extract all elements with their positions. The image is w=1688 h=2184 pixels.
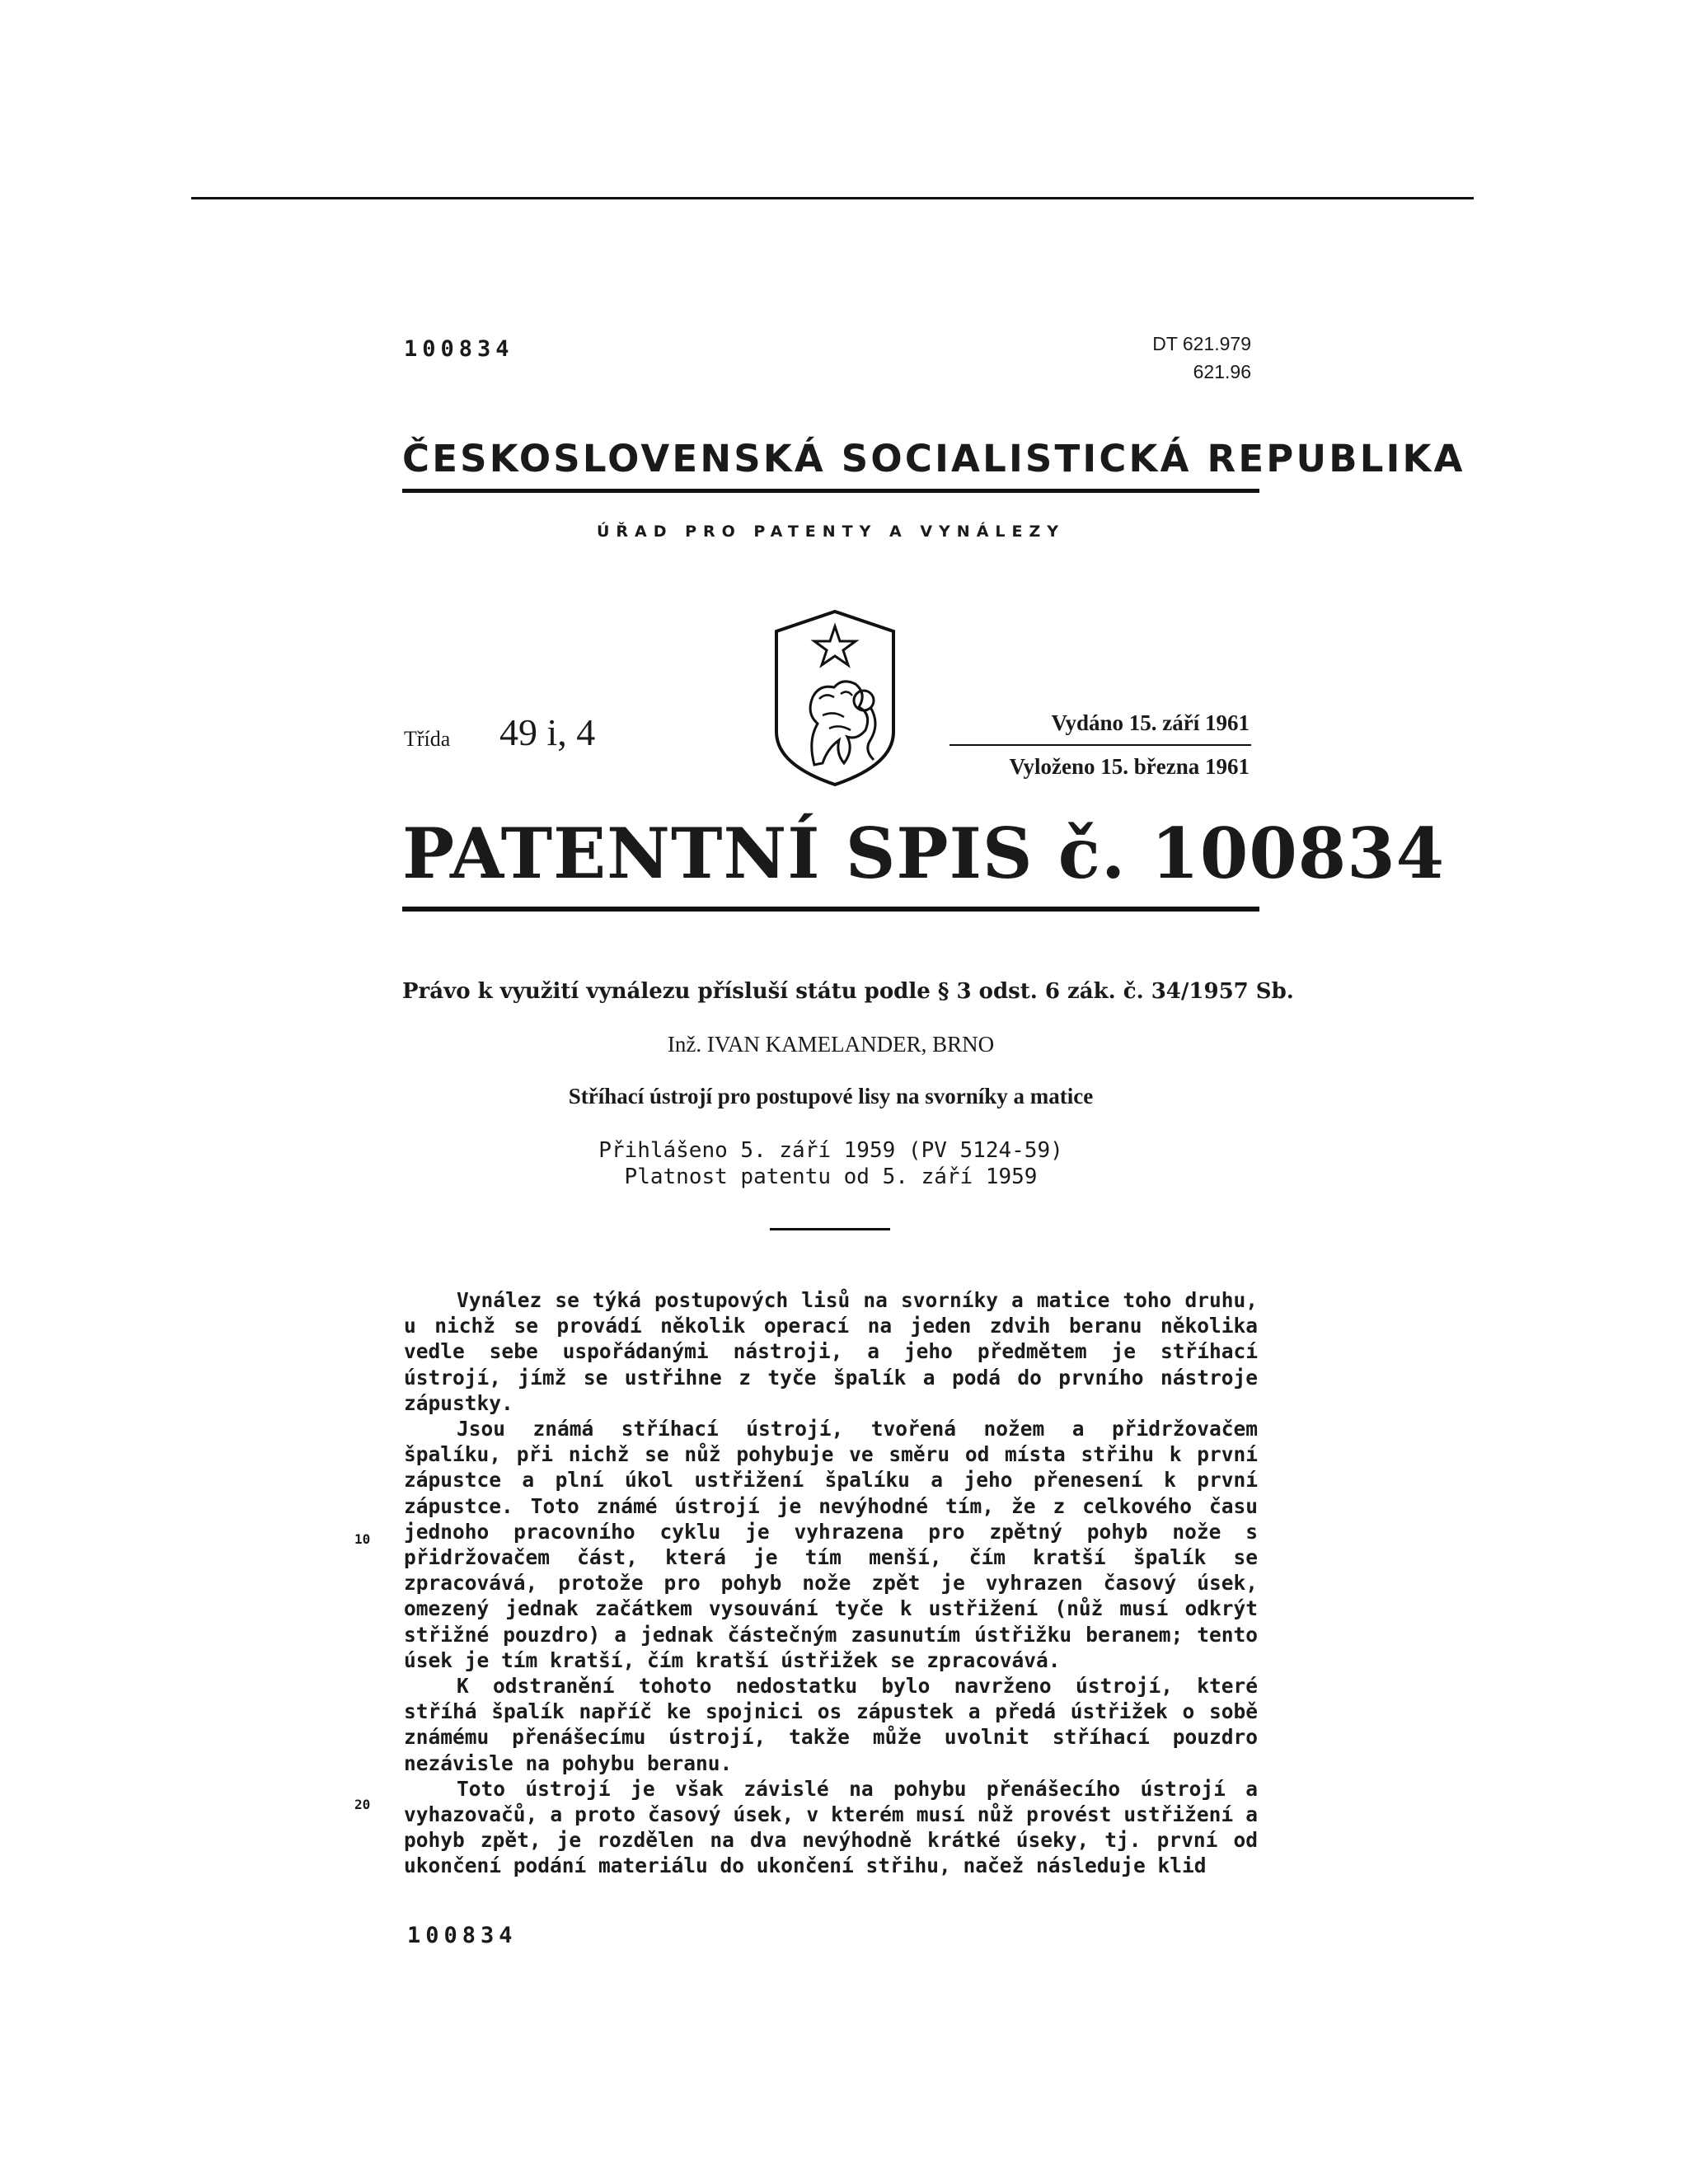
- rights-statement: Právo k využití vynálezu přísluší státu podle § 3 odst. 6 zák. č. 34/1957 Sb.: [402, 979, 1294, 1004]
- title-rule: [402, 907, 1259, 912]
- republic-heading: ČESKOSLOVENSKÁ SOCIALISTICKÁ REPUBLIKA: [402, 437, 1465, 480]
- line-number-10: 10: [354, 1531, 371, 1547]
- office-name: ÚŘAD PRO PATENTY A VYNÁLEZY: [596, 523, 1066, 541]
- heading-rule: [402, 489, 1259, 493]
- class-label: Třída: [404, 727, 451, 751]
- dt-classification: [1152, 330, 1251, 386]
- top-rule: [191, 197, 1474, 199]
- issued-date: Vydáno 15. září 1961: [1051, 710, 1250, 735]
- paragraph-2: Jsou známá stříhací ústrojí, tvořená nožem a přidržovačem špalíku, při nichž se nůž pohybuje ve směru od místa střihu k první zápustce a plní úkol ustřižení špalíku a jeho přenesení k první zápustce. Toto známé ústrojí je nevýhodné tím, že z celkového času jednoho pracovního cyklu je vyhrazena pro zpětný pohyb nože s přidržovačem část, která je tím menší, čím kratší špalík se zpracovává, protože pro pohyb nože zpět je vyhrazen časový úsek, omezený jednak začátkem vysouvání tyče k ustřižení (nůž musí odkrýt střižné pouzdro) a jednak částečným zasunutím ústřižku beranem; tento úsek je tím kratší, čím kratší ústřižek se zpracovává.: [404, 1417, 1258, 1672]
- separator: [770, 1228, 890, 1230]
- filing-info: [402, 1137, 1259, 1190]
- inventor: Inž. IVAN KAMELANDER, BRNO: [667, 1032, 995, 1057]
- document-number-top: 100834: [404, 336, 514, 362]
- paragraph-1: Vynález se týká postupových lisů na svorníky a matice toho druhu, u nichž se provádí několik operací na jeden zdvih beranu několika vedle sebe uspořádanými nástroji, a jeho předmětem je stříhací ústrojí, jímž se ustřihne z tyče špalík a podá do prvního nástroje zápustky.: [404, 1288, 1258, 1415]
- document-number-bottom: 100834: [407, 1923, 518, 1948]
- paragraph-3: K odstranění tohoto nedostatku bylo navrženo ústrojí, které stříhá špalík napříč ke spojnici os zápustek a předá ústřižek o sobě známému přenášecímu ústrojí, takže může uvolnit stříhací pouzdro nezávisle na pohybu beranu.: [404, 1674, 1258, 1775]
- dt-line-2: 621.96: [1193, 361, 1251, 382]
- body-text: [404, 1287, 1258, 1879]
- validity-date: Platnost patentu od 5. září 1959: [624, 1165, 1038, 1189]
- date-rule: [950, 744, 1251, 746]
- state-emblem-icon: [765, 608, 905, 788]
- paragraph-4: Toto ústrojí je však závislé na pohybu přenášecího ústrojí a vyhazovačů, a proto časový úsek, v kterém musí nůž provést ustřižení a pohyb zpět, je rozdělen na dva nevýhodně krátké úseky, tj. první od ukončení podání materiálu do ukončení střihu, načež následuje klid: [404, 1776, 1258, 1878]
- dt-line-1: DT 621.979: [1152, 333, 1251, 354]
- patent-subject: Stříhací ústrojí pro postupové lisy na svorníky a matice: [568, 1084, 1094, 1108]
- filed-date: Přihlášeno 5. září 1959 (PV 5124-59): [598, 1138, 1063, 1163]
- page-title: PATENTNÍ SPIS č. 100834: [402, 813, 1446, 894]
- class-value: 49 i, 4: [499, 711, 596, 753]
- laid-out-date: Vyloženo 15. března 1961: [1009, 754, 1250, 779]
- line-number-20: 20: [354, 1797, 371, 1812]
